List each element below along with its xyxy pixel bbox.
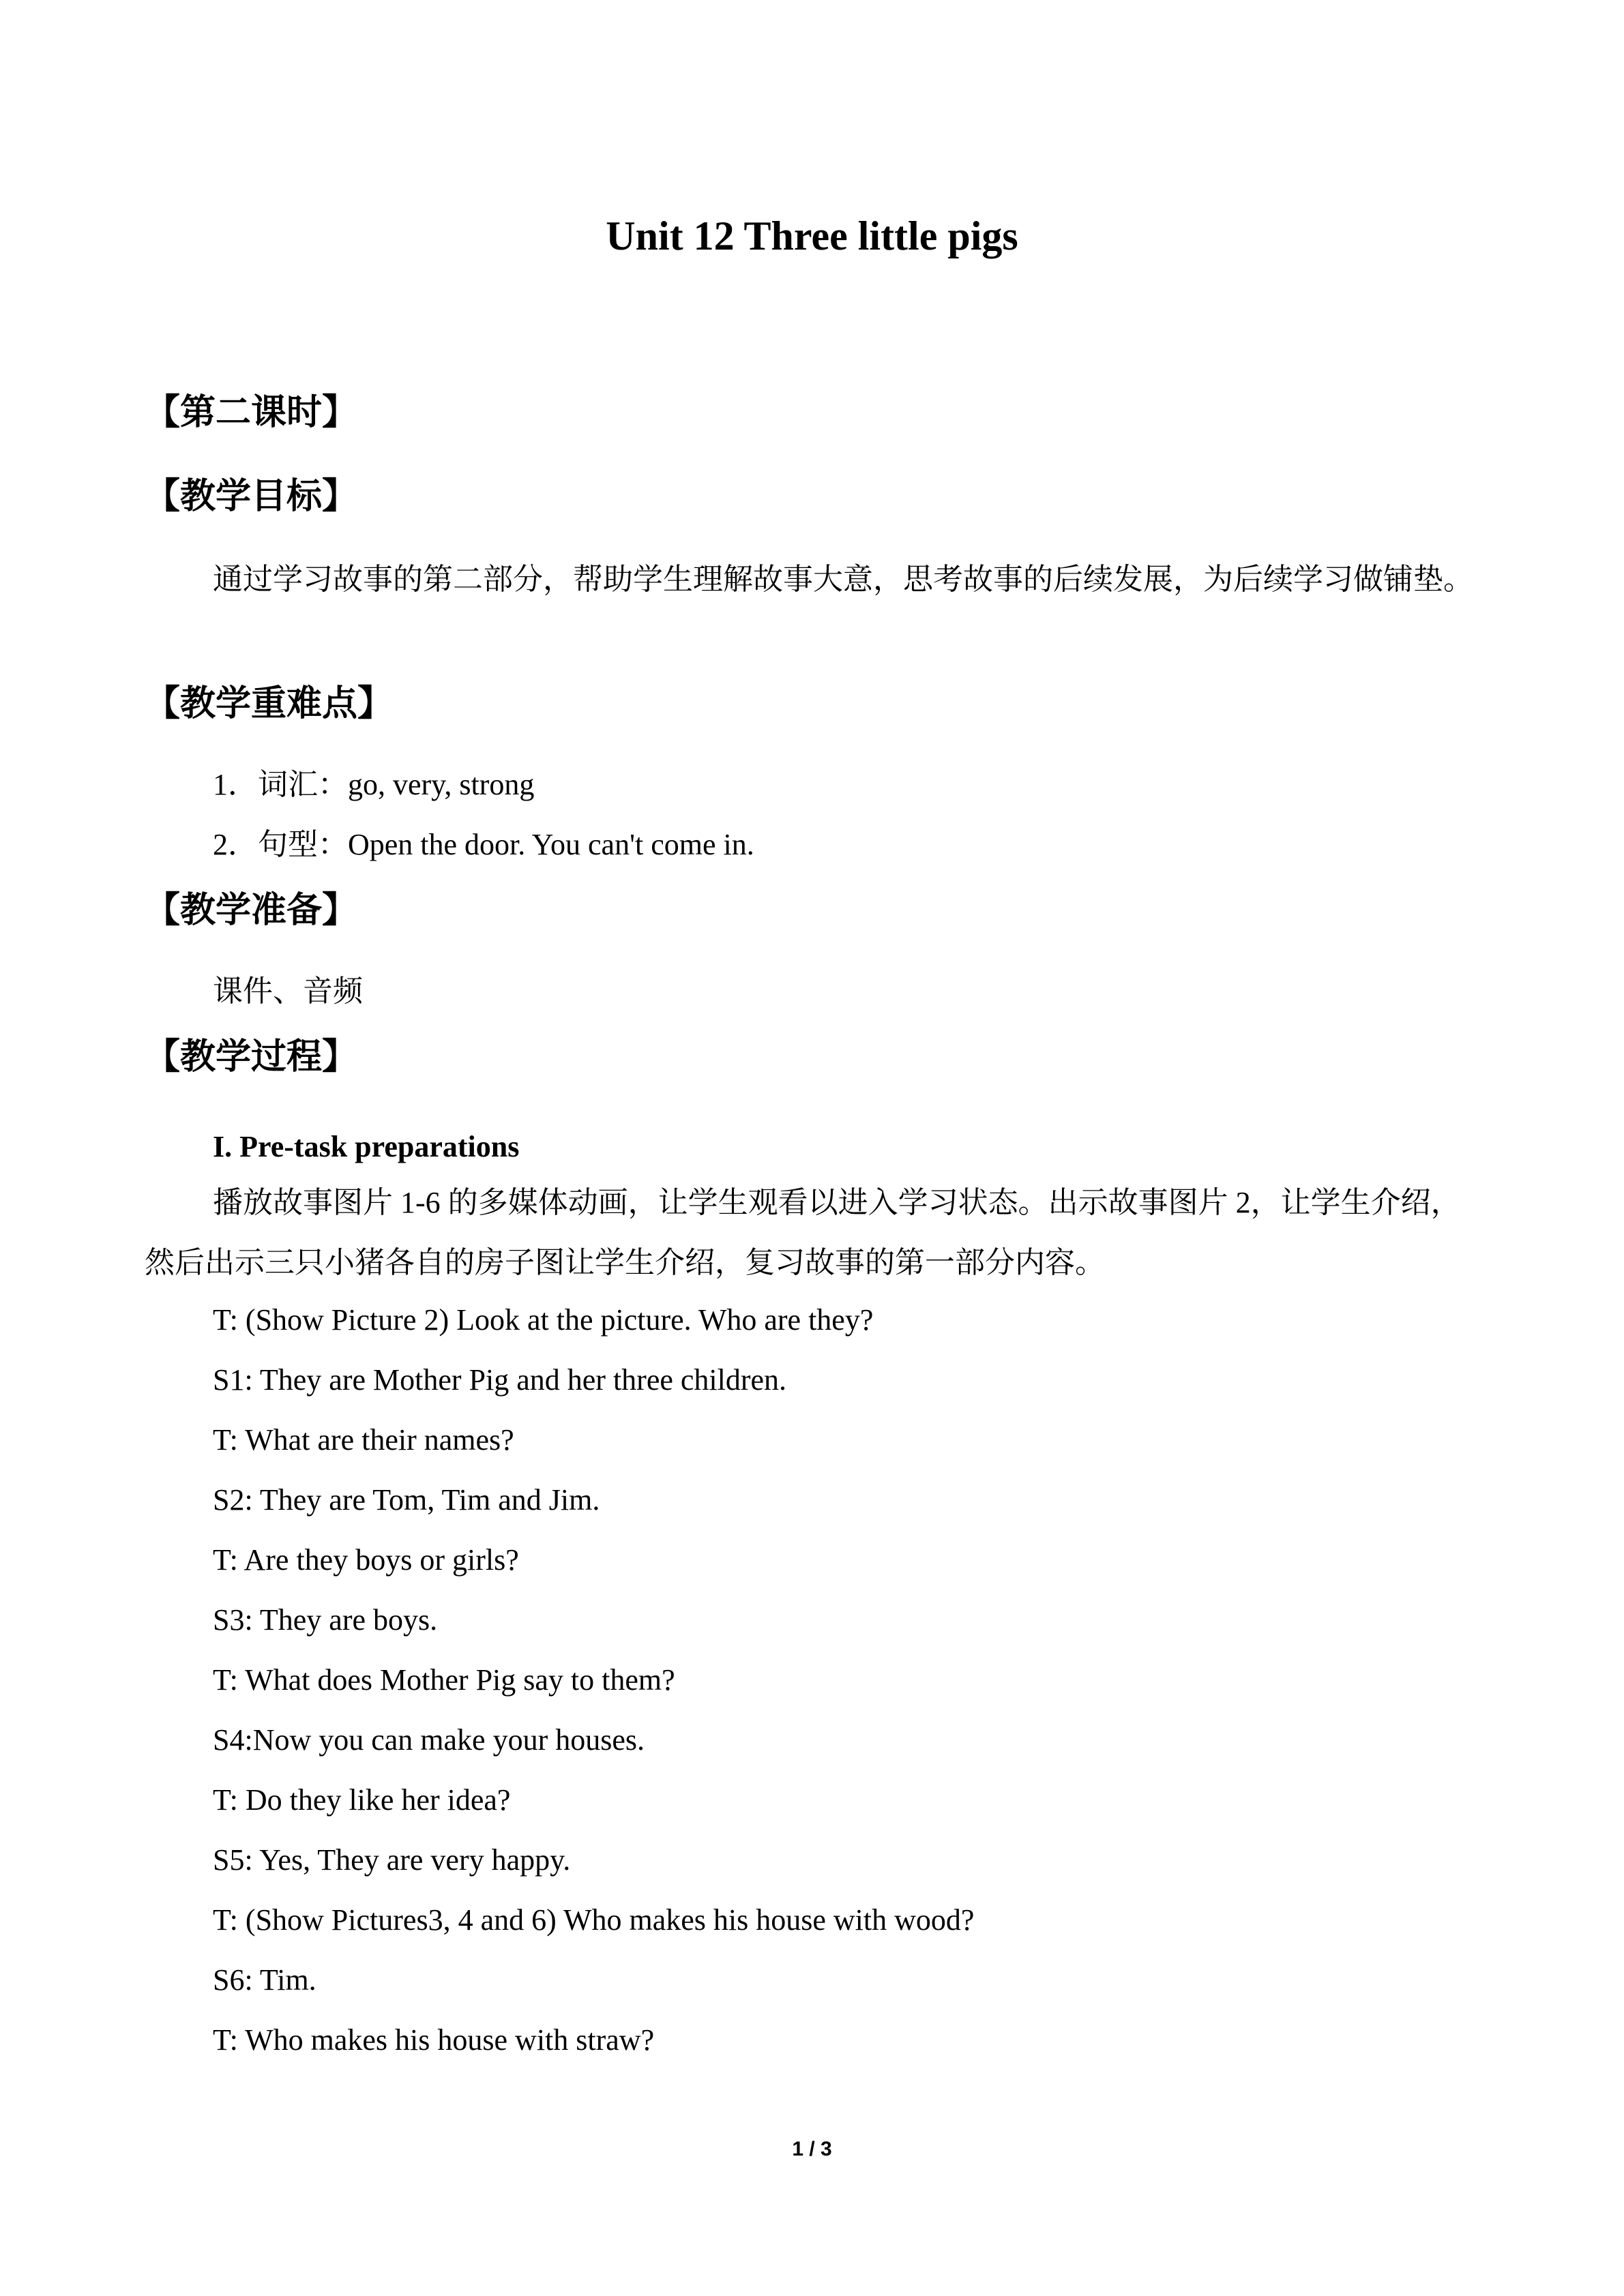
section-heading-pre-task: I. Pre-task preparations (213, 1130, 520, 1163)
dialogue-line: T: Are they boys or girls? (213, 1543, 519, 1577)
dialogue-line: T: Who makes his house with straw? (213, 2023, 655, 2057)
document-title: Unit 12 Three little pigs (606, 213, 1018, 258)
objectives-text: 通过学习故事的第二部分，帮助学生理解故事大意，思考故事的后续发展，为后续学习做铺垫。 (213, 563, 1473, 596)
dialogue-line: T: What are their names? (213, 1423, 514, 1457)
dialogue-line: S5: Yes, They are very happy. (213, 1843, 571, 1877)
process-heading: 【教学过程】 (145, 1037, 358, 1077)
key-point-sentence: 2．句型：Open the door. You can't come in. (213, 828, 754, 861)
section-intro-text: 播放故事图片 1-6 的多媒体动画，让学生观看以进入学习状态。出示故事图片 2，让学生介绍，然后出示三只小猪各自的房子图让学生介绍，复习故事的第一部分内容。 (145, 1186, 1461, 1279)
dialogue-line: S1: They are Mother Pig and her three children. (213, 1363, 787, 1397)
key-points-heading: 【教学重难点】 (145, 683, 394, 724)
dialogue-line: T: (Show Pictures3, 4 and 6) Who makes his house with wood? (213, 1903, 975, 1937)
dialogue-line: T: Do they like her idea? (213, 1783, 511, 1817)
page-number: 1 / 3 (792, 2138, 832, 2160)
dialogue-line: T: What does Mother Pig say to them? (213, 1663, 675, 1697)
dialogue-line: T: (Show Picture 2) Look at the picture. Who are they? (213, 1303, 874, 1337)
preparation-text: 课件、音频 (213, 974, 363, 1008)
dialogue-line: S2: They are Tom, Tim and Jim. (213, 1483, 600, 1517)
key-point-vocabulary: 1．词汇：go, very, strong (213, 768, 535, 801)
dialogue-line: S3: They are boys. (213, 1603, 438, 1637)
objectives-heading: 【教学目标】 (145, 476, 358, 517)
preparation-heading: 【教学准备】 (145, 890, 358, 931)
lesson-heading: 【第二课时】 (145, 392, 358, 433)
dialogue-line: S4:Now you can make your houses. (213, 1723, 645, 1757)
dialogue-line: S6: Tim. (213, 1963, 316, 1997)
